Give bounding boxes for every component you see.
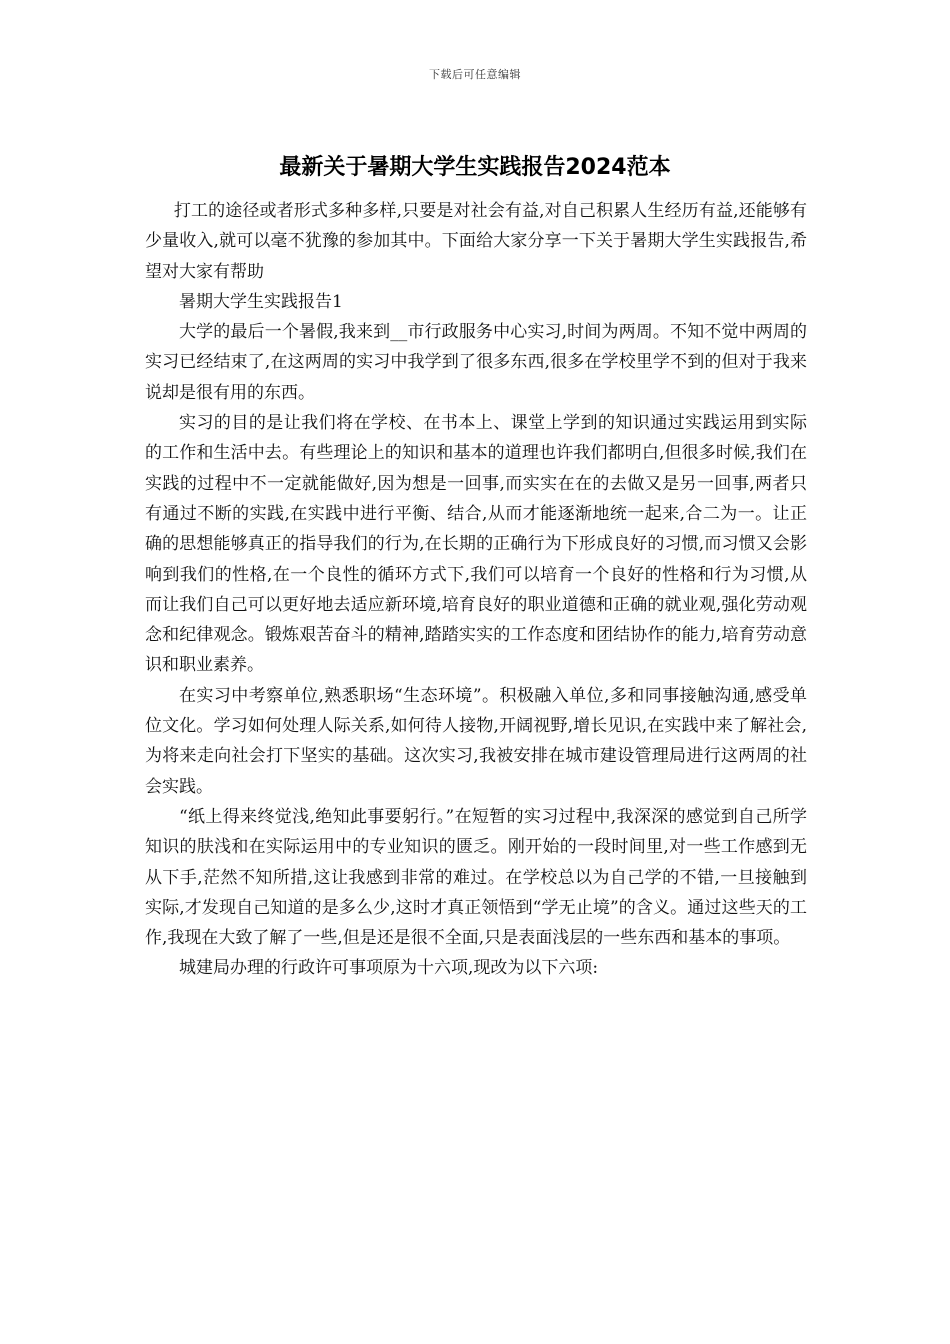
document-title: 最新关于暑期大学生实践报告2024范本	[279, 155, 671, 180]
body-paragraph: 实习的目的是让我们将在学校、在书本上、课堂上学到的知识通过实践运用到实际的工作和生活中去。有些理论上的知识和基本的道理也许我们都明白,但很多时候,我们在实践的过程中不一定就能做好,因为想是一回事,而实实在在的去做又是另一回事,两者只有通过不断的实践,在实践中进行平衡、结合,从而才能逐渐地统一起来,合二为一。让正确的思想能够真正的指导我们的行为,在长期的正确行为下形成良好的习惯,而习惯又会影响到我们的性格,在一个良性的循环方式下,我们可以培育一个良好的性格和行为习惯,从而让我们自己可以更好地去适应新环境,培育良好的职业道德和正确的就业观,强化劳动观念和纪律观念。锻炼艰苦奋斗的精神,踏踏实实的工作态度和团结协作的能力,培育劳动意识和职业素养。	[145, 413, 807, 676]
body-paragraph: “纸上得来终觉浅,绝知此事要躬行。”在短暂的实习过程中,我深深的感觉到自己所学知识的肤浅和在实际运用中的专业知识的匮乏。刚开始的一段时间里,对一些工作感到无从下手,茫然不知所措,这让我感到非常的难过。在学校总以为自己学的不错,一旦接触到实际,才发现自己知道的是多么少,这时才真正领悟到“学无止境”的含义。通过这些天的工作,我现在大致了解了一些,但是还是很不全面,只是表面浅层的一些东西和基本的事项。	[145, 806, 807, 949]
body-paragraph: 大学的最后一个暑假,我来到__市行政服务中心实习,时间为两周。不知不觉中两周的实习已经结束了,在这两周的实习中我学到了很多东西,很多在学校里学不到的但对于我来说却是很有用的东西。	[145, 322, 807, 403]
body-paragraph: 在实习中考察单位,熟悉职场“生态环境”。积极融入单位,多和同事接触沟通,感受单位文化。学习如何处理人际关系,如何待人接物,开阔视野,增长见识,在实践中来了解社会,为将来走向社会打下坚实的基础。这次实习,我被安排在城市建设管理局进行这两周的社会实践。	[145, 685, 807, 797]
section-heading: 暑期大学生实践报告1	[179, 291, 343, 312]
intro-paragraph: 打工的途径或者形式多种多样,只要是对社会有益,对自己积累人生经历有益,还能够有少量收入,就可以毫不犹豫的参加其中。下面给大家分享一下关于暑期大学生实践报告,希望对大家有帮助	[145, 201, 807, 282]
header-note: 下载后可任意编辑	[429, 68, 521, 81]
document-body	[145, 196, 807, 984]
body-paragraph: 城建局办理的行政许可事项原为十六项,现改为以下六项:	[179, 958, 599, 979]
